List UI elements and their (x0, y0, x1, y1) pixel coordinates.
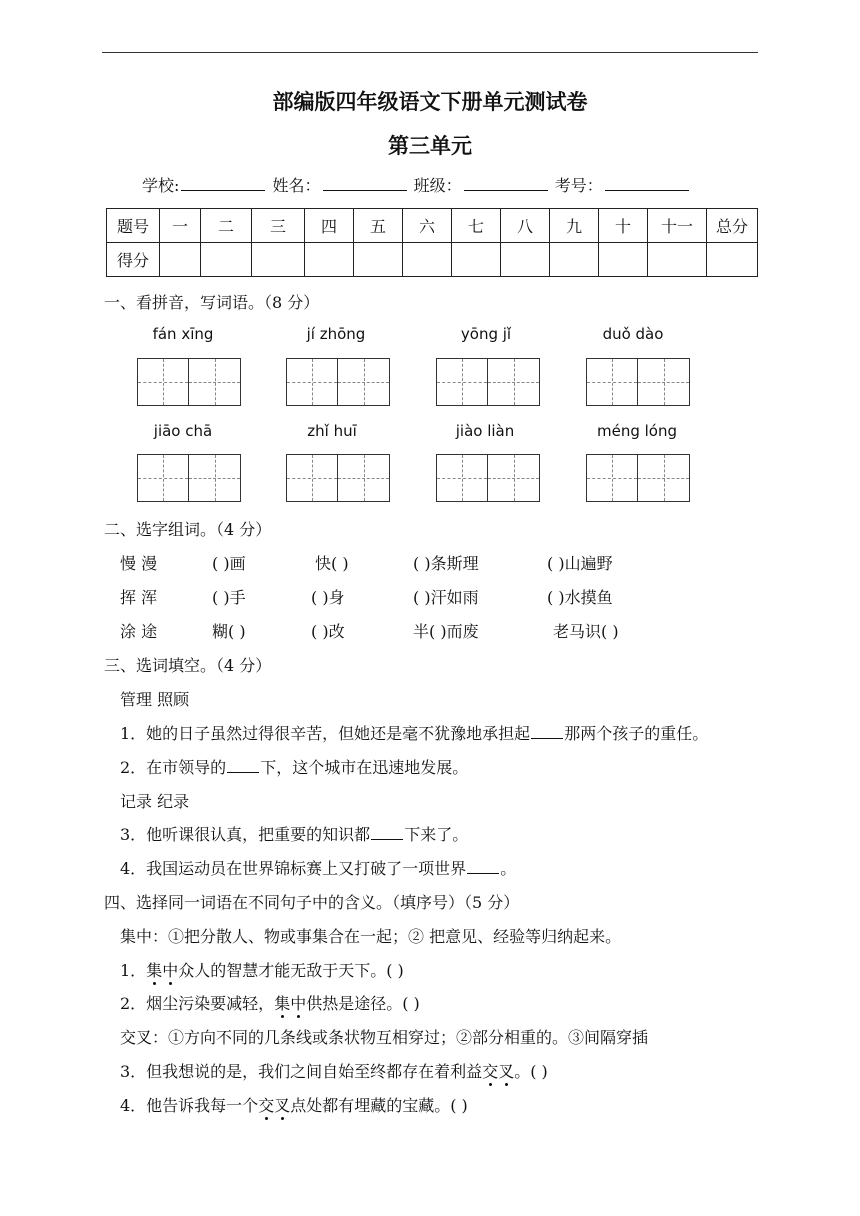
writing-grid[interactable] (586, 454, 690, 502)
writing-grid[interactable] (137, 454, 241, 502)
score-cell[interactable] (252, 243, 305, 277)
question-item[interactable] (120, 1093, 468, 1116)
question-text: 3．他听课很认真，把重要的知识都 (120, 825, 371, 844)
question-item[interactable] (120, 958, 404, 981)
top-rule (102, 52, 758, 53)
question-text: 2．在市领导的 (120, 758, 227, 777)
answer-blank[interactable] (227, 758, 259, 773)
char-pair: 挥 浑 (120, 588, 158, 607)
score-cell[interactable] (648, 243, 707, 277)
score-header-cell: 五 (354, 209, 403, 243)
question-text: 供热是途径。( ) (306, 994, 420, 1013)
pinyin-label: jiào liàn (455, 422, 515, 440)
writing-grid[interactable] (137, 358, 241, 406)
question-text: 下，这个城市在迅速地发展。 (260, 758, 469, 777)
score-cell[interactable] (354, 243, 403, 277)
score-header-cell: 三 (252, 209, 305, 243)
question-item (120, 755, 468, 778)
score-header-cell: 十 (599, 209, 648, 243)
school-blank[interactable] (181, 176, 265, 191)
emphasized-char: 叉 (498, 1062, 515, 1081)
emphasized-char: 交 (258, 1096, 275, 1115)
score-cell[interactable] (305, 243, 354, 277)
pinyin-label: fán xīng (152, 325, 214, 343)
score-header-cell: 二 (201, 209, 252, 243)
word-choices: 记录 纪录 (120, 792, 190, 811)
word-blank-item[interactable]: 半( )而废 (413, 622, 479, 641)
word-blank-item[interactable]: ( )山遍野 (547, 554, 613, 573)
emphasized-char: 交 (482, 1062, 499, 1081)
question-text: 下来了。 (404, 825, 469, 844)
score-cell[interactable] (160, 243, 201, 277)
word-blank-item[interactable]: 老马识( ) (553, 622, 619, 641)
score-header-cell: 总分 (707, 209, 758, 243)
section2-heading: 二、选字组词。（4 分） (104, 520, 272, 539)
word-blank-item[interactable]: ( )条斯理 (413, 554, 479, 573)
question-text: 4．他告诉我每一个 (120, 1096, 259, 1115)
class-blank[interactable] (464, 176, 548, 191)
question-text: 那两个孩子的重任。 (564, 724, 709, 743)
score-cell[interactable] (599, 243, 648, 277)
pinyin-label: jiāo chā (153, 422, 213, 440)
score-header-cell: 八 (501, 209, 550, 243)
question-text: 4．我国运动员在世界锦标赛上又打破了一项世界 (120, 859, 467, 878)
score-header-cell: 题号 (107, 209, 160, 243)
pinyin-label: zhǐ huī (307, 422, 357, 440)
emphasized-char: 叉 (274, 1096, 291, 1115)
score-header-cell: 十一 (648, 209, 707, 243)
word-blank-item[interactable]: 糊( ) (212, 622, 246, 641)
question-item (120, 721, 708, 744)
word-blank-item[interactable]: 快( ) (315, 554, 349, 573)
school-label: 学校: (142, 176, 180, 195)
page-title: 部编版四年级语文下册单元测试卷 (272, 90, 588, 114)
name-blank[interactable] (323, 176, 407, 191)
score-cell[interactable] (550, 243, 599, 277)
question-text: 1．她的日子虽然过得很辛苦，但她还是毫不犹豫地承担起 (120, 724, 531, 743)
pinyin-label: méng lóng (596, 422, 677, 440)
name-label: 姓名： (272, 176, 321, 195)
score-header-cell: 一 (160, 209, 201, 243)
page-subtitle: 第三单元 (388, 134, 472, 158)
answer-blank[interactable] (531, 724, 563, 739)
emphasized-char: 集 (274, 994, 291, 1013)
question-text: 1． (120, 961, 147, 980)
pinyin-label: duǒ dào (602, 325, 664, 343)
writing-grid[interactable] (436, 358, 540, 406)
score-table-score-row (107, 243, 758, 277)
question-text: 3．但我想说的是，我们之间自始至终都存在着利益 (120, 1062, 483, 1081)
word-blank-item[interactable]: ( )手 (212, 588, 246, 607)
word-blank-item[interactable]: ( )水摸鱼 (547, 588, 613, 607)
pinyin-label: yōng jǐ (460, 325, 512, 343)
writing-grid[interactable] (436, 454, 540, 502)
question-item[interactable] (120, 991, 420, 1014)
score-cell[interactable] (707, 243, 758, 277)
exam-no-blank[interactable] (605, 176, 689, 191)
question-item (120, 856, 516, 879)
word-blank-item[interactable]: ( )画 (212, 554, 246, 573)
word-blank-item[interactable]: ( )改 (311, 622, 345, 641)
word-choices: 管理 照顾 (120, 690, 190, 709)
question-text: 。 (500, 859, 517, 878)
score-header-cell: 九 (550, 209, 599, 243)
emphasized-char: 中 (290, 994, 307, 1013)
writing-grid[interactable] (286, 358, 390, 406)
score-table-header-row (107, 209, 758, 243)
class-label: 班级： (413, 176, 462, 195)
definition-line: 集中：①把分散人、物或事集合在一起；② 把意见、经验等归纳起来。 (120, 927, 622, 946)
section4-heading: 四、选择同一词语在不同句子中的含义。（填序号）（5 分） (104, 893, 520, 912)
score-header-cell: 四 (305, 209, 354, 243)
answer-blank[interactable] (467, 859, 499, 874)
score-table (106, 208, 758, 277)
score-row-label: 得分 (107, 243, 160, 277)
pinyin-label: jí zhōng (306, 325, 366, 343)
student-info-line (142, 173, 691, 196)
question-item[interactable] (120, 1059, 548, 1082)
score-header-cell: 七 (452, 209, 501, 243)
emphasized-char: 中 (162, 961, 179, 980)
section3-heading: 三、选词填空。（4 分） (104, 656, 272, 675)
question-item (120, 822, 468, 845)
word-blank-item[interactable]: ( )身 (311, 588, 345, 607)
exam-no-label: 考号： (554, 176, 603, 195)
word-blank-item[interactable]: ( )汗如雨 (413, 588, 479, 607)
answer-blank[interactable] (371, 825, 403, 840)
section1-heading: 一、看拼音，写词语。（8 分） (104, 293, 320, 312)
score-header-cell: 六 (403, 209, 452, 243)
emphasized-char: 集 (146, 961, 163, 980)
score-cell[interactable] (201, 243, 252, 277)
writing-grid[interactable] (586, 358, 690, 406)
char-pair: 慢 漫 (120, 554, 158, 573)
question-text: 点处都有埋藏的宝藏。( ) (290, 1096, 468, 1115)
score-cell[interactable] (403, 243, 452, 277)
score-cell[interactable] (501, 243, 550, 277)
question-text: 众人的智慧才能无敌于天下。( ) (178, 961, 404, 980)
writing-grid[interactable] (286, 454, 390, 502)
definition-line: 交叉：①方向不同的几条线或条状物互相穿过；②部分相重的。③间隔穿插 (120, 1028, 649, 1047)
question-text: 。( ) (514, 1062, 548, 1081)
score-cell[interactable] (452, 243, 501, 277)
question-text: 2．烟尘污染要减轻， (120, 994, 275, 1013)
char-pair: 涂 途 (120, 622, 158, 641)
